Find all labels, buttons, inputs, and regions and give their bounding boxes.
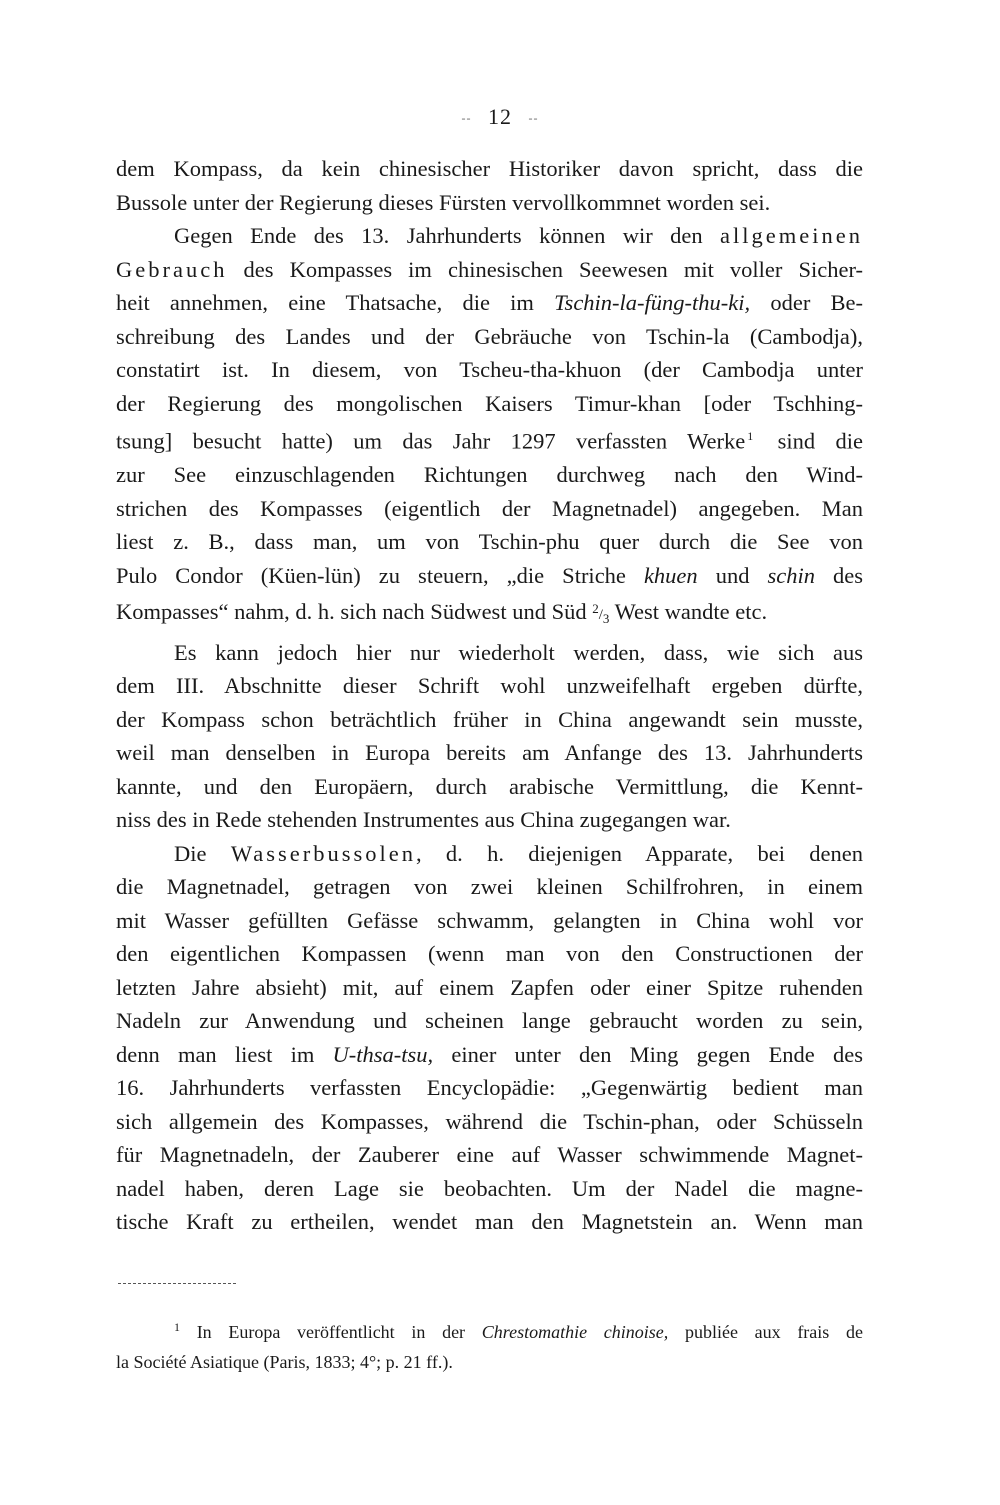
text-line: dem III. Abschnitte dieser Schrift wohl unzweifelhaft ergeben dürfte, bbox=[116, 673, 863, 698]
text-line: die Magnetnadel, getragen von zwei kleinen Schilfrohren, in einem bbox=[116, 874, 863, 899]
text-line: Gebrauch des Kompasses im chinesischen Seewesen mit voller Sicher- bbox=[116, 256, 863, 282]
italic-term: khuen bbox=[643, 562, 698, 588]
header-dash-left: -- bbox=[461, 111, 472, 126]
italic-title: Tschin-la-füng-thu-ki, bbox=[554, 290, 751, 315]
text-line: Kompasses“ nahm, d. h. sich nach Südwest und Süd $^2/_3$ West wandte etc. bbox=[116, 599, 768, 626]
italic-term: schin bbox=[767, 562, 815, 588]
text-line: dem Kompass, da kein chinesischer Historiker davon spricht, dass die bbox=[116, 156, 863, 181]
text-line: der Regierung des mongolischen Kaisers Timur-khan [oder Tschhing- bbox=[116, 390, 863, 416]
text-line: sich allgemein des Kompasses, während die Tschin-phan, oder Schüsseln bbox=[116, 1108, 863, 1134]
footnote-line: $^1$ In Europa veröffentlicht in der Chrestomathie chinoise, publiée aux frais de bbox=[174, 1320, 863, 1342]
text-line: Nadeln zur Anwendung und scheinen lange gebraucht worden zu sein, bbox=[116, 1008, 863, 1033]
footnote-marker: 1 bbox=[174, 1320, 180, 1334]
text-line: mit Wasser gefüllten Gefässe schwamm, gelangten in China wohl vor bbox=[116, 907, 863, 933]
text-line: niss des in Rede stehenden Instrumentes aus China zugegangen war. bbox=[116, 807, 731, 832]
footnote-separator bbox=[118, 1283, 236, 1284]
text-line: Bussole unter der Regierung dieses Fürsten vervollkommnet worden sei. bbox=[116, 189, 771, 215]
paragraph-start-line: Die Wasserbussolen, d. h. diejenigen Apparate, bei denen bbox=[174, 840, 863, 866]
text-line: letzten Jahre absieht) mit, auf einem Zapfen oder einer Spitze ruhenden bbox=[116, 974, 863, 1000]
footnote bbox=[116, 1312, 863, 1377]
text-line: für Magnetnadeln, der Zauberer eine auf Wasser schwimmende Magnet- bbox=[116, 1142, 863, 1167]
header-dash-right: -- bbox=[528, 111, 539, 126]
text-line: liest z. B., dass man, um von Tschin-phu quer durch die See von bbox=[116, 529, 863, 554]
text-line: Pulo Condor (Küen-lün) zu steuern, „die Striche khuen und schin des bbox=[116, 562, 863, 588]
text-line: strichen des Kompasses (eigentlich der Magnetnadel) angegeben. Man bbox=[116, 495, 863, 521]
text-line: der Kompass schon beträchtlich früher in China angewandt sein musste, bbox=[116, 706, 863, 732]
text-line: 16. Jahrhunderts verfassten Encyclopädie: „Gegenwärtig bedient man bbox=[116, 1075, 863, 1100]
italic-title: Chrestomathie chinoise, bbox=[481, 1322, 669, 1342]
footnote-line: la Société Asiatique (Paris, 1833; 4°; p. 21 ff.). bbox=[116, 1352, 453, 1372]
page-number: 12 bbox=[488, 104, 512, 129]
text-line: den eigentlichen Kompassen (wenn man von den Constructionen der bbox=[116, 941, 863, 966]
page-header bbox=[0, 104, 1000, 130]
text-line: nadel haben, deren Lage sie beobachten. Um der Nadel die magne- bbox=[116, 1175, 863, 1201]
spaced-emphasis: allgemeinen bbox=[720, 223, 863, 248]
text-line: tische Kraft zu ertheilen, wendet man den Magnetstein an. Wenn man bbox=[116, 1209, 863, 1234]
text-line: kannte, und den Europäern, durch arabische Vermittlung, die Kennt- bbox=[116, 773, 863, 799]
text-line: heit annehmen, eine Thatsache, die im Tschin-la-füng-thu-ki, oder Be- bbox=[116, 290, 863, 315]
text-line: tsung] besucht hatte) um das Jahr 1297 verfassten Werke $^1$ sind die bbox=[116, 428, 863, 454]
fraction: $^2/_3$ bbox=[592, 601, 610, 626]
body-text bbox=[116, 152, 863, 1239]
text-line: schreibung des Landes und der Gebräuche von Tschin-la (Cambodja), bbox=[116, 323, 863, 349]
paragraph-start-line: Gegen Ende des 13. Jahrhunderts können wir den allgemeinen bbox=[174, 223, 863, 248]
paragraph-start-line: Es kann jedoch hier nur wiederholt werden, dass, wie sich aus bbox=[174, 639, 863, 665]
footnote-reference: 1 bbox=[747, 429, 754, 443]
text-line: constatirt ist. In diesem, von Tscheu-tha-khuon (der Cambodja unter bbox=[116, 357, 863, 382]
text-line: zur See einzuschlagenden Richtungen durchweg nach den Wind- bbox=[116, 462, 863, 487]
spaced-emphasis: Gebrauch bbox=[116, 256, 228, 282]
spaced-emphasis: Wasserbussolen bbox=[230, 840, 416, 866]
text-line: denn man liest im U-thsa-tsu, einer unter den Ming gegen Ende des bbox=[116, 1041, 863, 1067]
text-line: weil man denselben in Europa bereits am Anfange des 13. Jahrhunderts bbox=[116, 740, 863, 765]
italic-title: U-thsa-tsu, bbox=[332, 1041, 434, 1067]
